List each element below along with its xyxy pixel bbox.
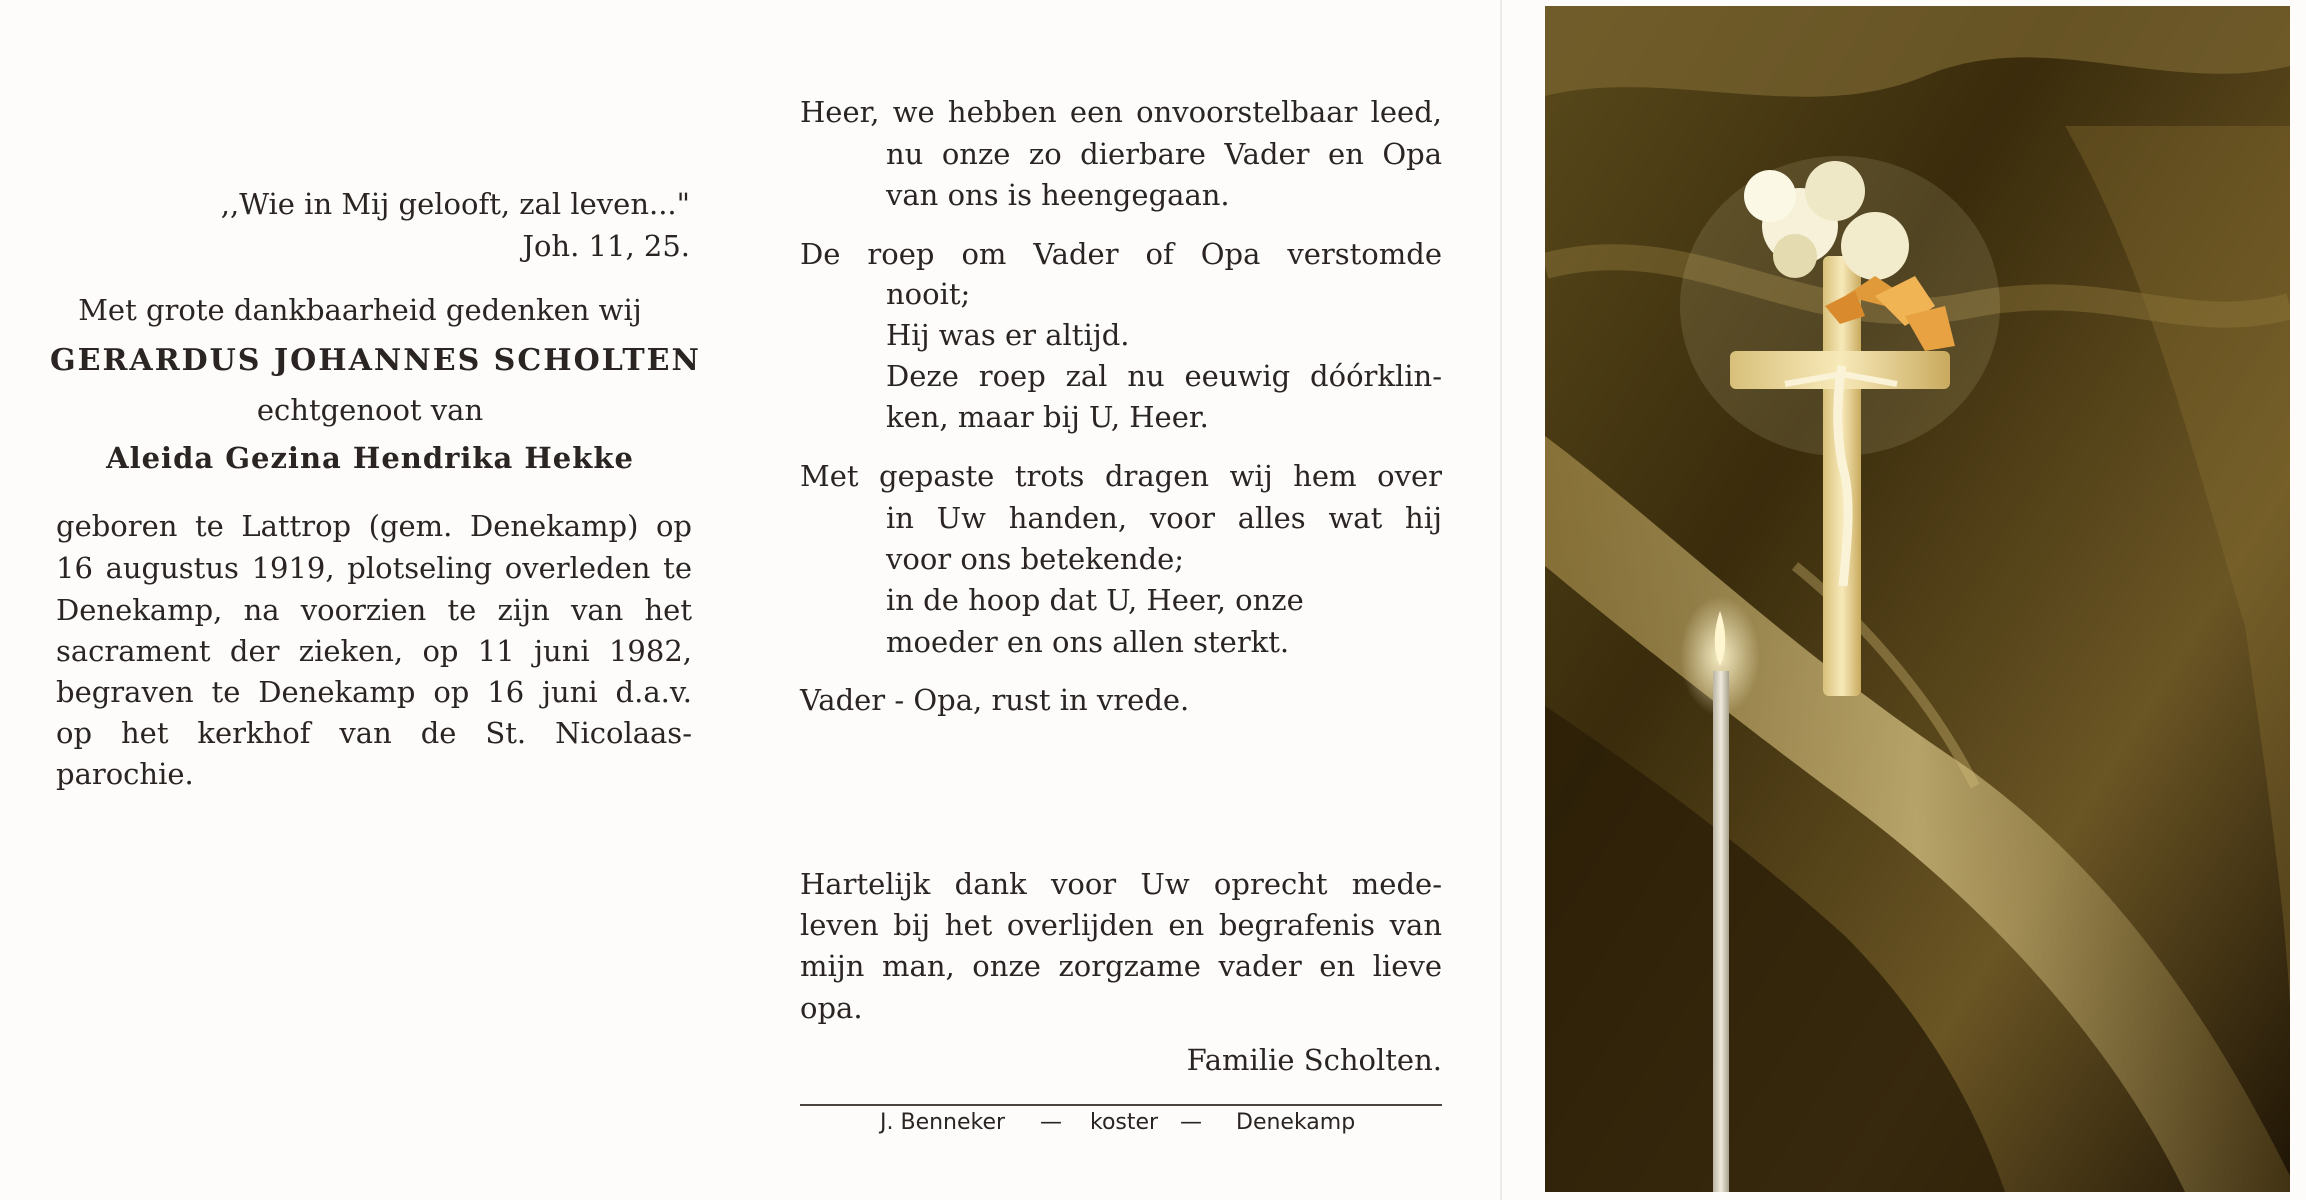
deceased-name: GERARDUS JOHANNES SCHOLTEN (50, 343, 701, 378)
bible-quote: ,,Wie in Mij gelooft, zal leven..." (220, 187, 690, 221)
spouse-name: Aleida Gezina Hendrika Hekke (106, 441, 634, 475)
printer-role: koster (1090, 1110, 1159, 1135)
middle-panel (770, 0, 1510, 1200)
printer-place: Denekamp (1236, 1110, 1356, 1135)
bio-line: 16 augustus 1919, plotseling overleden te (56, 551, 692, 585)
poem-line: Hij was er altijd. (886, 318, 1130, 352)
bio-line: begraven te Denekamp op 16 juni d.a.v. (56, 675, 692, 709)
thanks-line: mijn man, onze zorgzame vader en lieve (800, 949, 1442, 983)
candle (1713, 671, 1729, 1192)
poem-line: voor ons betekende; (886, 542, 1185, 576)
poem-line: Heer, we hebben een onvoorstelbaar leed, (800, 95, 1442, 129)
thanks-line: leven bij het overlijden en begrafenis van (800, 908, 1442, 942)
poem-line: ken, maar bij U, Heer. (886, 400, 1209, 434)
poem-line: moeder en ons allen sterkt. (886, 625, 1290, 659)
crucifix-photo-image (1545, 6, 2290, 1192)
poem-line: Met gepaste trots dragen wij hem over (800, 459, 1442, 493)
left-panel (0, 0, 740, 1200)
poem-line: Deze roep zal nu eeuwig dóórklin- (886, 359, 1442, 393)
devotional-photo (1545, 6, 2290, 1192)
printer-name: J. Benneker (880, 1110, 1006, 1135)
printer-dash: — (1040, 1110, 1062, 1135)
poem-line: nu onze zo dierbare Vader en Opa (886, 137, 1442, 171)
thanks-line: opa. (800, 991, 863, 1025)
poem-line: De roep om Vader of Opa verstomde (800, 237, 1442, 271)
bio-line: geboren te Lattrop (gem. Denekamp) op (56, 509, 692, 543)
bio-line: sacrament der zieken, op 11 juni 1982, (56, 634, 692, 668)
poem-line: van ons is heengegaan. (886, 178, 1230, 212)
printer-dash: — (1180, 1110, 1202, 1135)
intro-line: Met grote dankbaarheid gedenken wij (78, 293, 642, 327)
bio-line: Denekamp, na voorzien te zijn van het (56, 593, 692, 627)
closing-line: Vader - Opa, rust in vrede. (800, 683, 1190, 717)
card-fold-line (1500, 0, 1502, 1200)
signature: Familie Scholten. (1186, 1043, 1442, 1077)
thanks-line: Hartelijk dank voor Uw oprecht mede- (800, 867, 1442, 901)
footer-rule (800, 1104, 1442, 1106)
bible-reference: Joh. 11, 25. (522, 229, 690, 263)
poem-line: in Uw handen, voor alles wat hij (886, 501, 1442, 535)
poem-line: nooit; (886, 277, 971, 311)
spouse-of-label: echtgenoot van (256, 393, 484, 427)
bio-line: op het kerkhof van de St. Nicolaas- (56, 716, 692, 750)
bio-line: parochie. (56, 757, 194, 791)
poem-line: in de hoop dat U, Heer, onze (886, 583, 1304, 617)
